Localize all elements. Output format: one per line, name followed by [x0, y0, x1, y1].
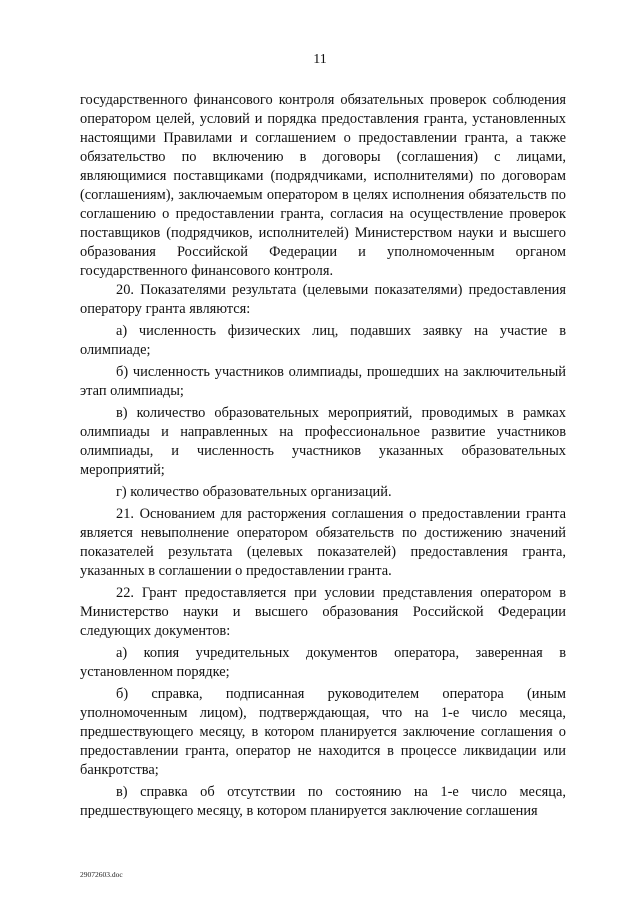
list-item-v-certificate: в) справка об отсутствии по состоянию на 1-е число месяца, предшествующего месяцу, в котором планируется заключение соглашения: [80, 784, 566, 819]
list-item-v-events: в) количество образовательных мероприятий, проводимых в рамках олимпиады и направленных на профессиональное развитие участников олимпиады, и численность участников указанных образовательных мероприятий;: [80, 405, 566, 478]
paragraph-control-continuation: государственного финансового контроля обязательных проверок соблюдения оператором целей, условий и порядка предоставления гранта, установленных настоящими Правилами и соглашением о предоставлении гранта, а также обязательство по включению в договоры (соглашения) с лицами, являющимися поставщиками (подрядчиками, исполнителями) по договорам (соглашениям), заключаемым оператором в целях исполнения обязательств по соглашению о предоставлении гранта, согласия на осуществление проверок поставщиков (подрядчиков, исполнителей) Министерством науки и высшего образования Российской Федерации и уполномоченным органом государственного финансового контроля.: [80, 92, 566, 279]
document-body: [80, 91, 566, 821]
list-item-g-organizations: г) количество образовательных организаций.: [116, 484, 392, 500]
page-number: 11: [313, 52, 327, 67]
paragraph-20-indicators: 20. Показателями результата (целевыми показателями) предоставления оператору гранта являются:: [80, 282, 566, 317]
list-item-a-applicants: а) численность физических лиц, подавших заявку на участие в олимпиаде;: [80, 323, 566, 358]
list-item-a-charter-copy: а) копия учредительных документов оператора, заверенная в установленном порядке;: [80, 645, 566, 680]
list-item-b-certificate: б) справка, подписанная руководителем оператора (иным уполномоченным лицом), подтверждающая, что на 1-е число месяца, предшествующего месяцу, в котором планируется заключение соглашения о предоставлении гранта, оператор не находится в процессе ликвидации или банкротства;: [80, 686, 566, 778]
list-item-b-final-stage: б) численность участников олимпиады, прошедших на заключительный этап олимпиады;: [80, 364, 566, 399]
file-name-footer: 29072603.doc: [80, 870, 123, 879]
paragraph-21-termination: 21. Основанием для расторжения соглашения о предоставлении гранта является невыполнение оператором обязательств по достижению значений показателей результата (целевых показателей) предоставления гранта, указанных в соглашении о предоставлении гранта.: [80, 506, 566, 579]
paragraph-22-documents: 22. Грант предоставляется при условии представления оператором в Министерство науки и высшего образования Российской Федерации следующих документов:: [80, 585, 566, 639]
